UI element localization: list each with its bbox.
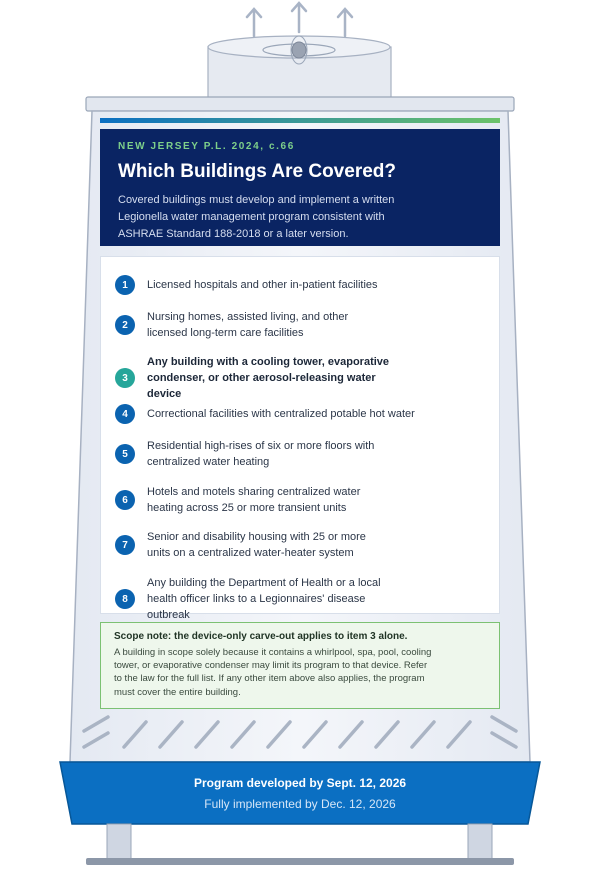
list-item-text: Nursing homes, assisted living, and other licensed long-term care facilities (147, 311, 349, 339)
list-item-text: Correctional facilities with centralized potable hot water (147, 408, 415, 420)
number-badge: 6 (115, 490, 135, 510)
number-badge: 2 (115, 315, 135, 335)
steam-arrow-icon (247, 3, 352, 36)
list-item-text: Senior and disability housing with 25 or more units on a centralized water-heater system (147, 531, 366, 559)
tower-cap (86, 97, 514, 111)
header-description: Covered buildings must develop and implement a written Legionella water management program consistent with ASHRAE Standard 188-2018 or a later version. (118, 194, 395, 240)
leg-right (468, 824, 492, 859)
number-badge: 4 (115, 404, 135, 424)
deadline-developed: Program developed by Sept. 12, 2026 (193, 776, 407, 790)
fan-housing (208, 36, 391, 99)
list-item-text: Any building the Department of Health or a local health officer links to a Legionnaires' disease outbreak (147, 577, 381, 621)
list-item (115, 575, 485, 623)
basin (60, 762, 540, 824)
scope-note-title: Scope note: the device-only carve-out applies to item 3 alone. (114, 631, 408, 642)
list-item-text: Hotels and motels sharing centralized water heating across 25 or more transient units (147, 486, 361, 514)
number-badge: 3 (115, 368, 135, 388)
scope-note-body: A building in scope solely because it contains a whirlpool, spa, pool, cooling tower, or evaporative condenser may limit its program to that device. Refer to the law for the full list. If any other item above also applies, the program must cover the entire building. (114, 647, 432, 698)
number-badge: 7 (115, 535, 135, 555)
scope-note (100, 622, 500, 709)
list-item (115, 404, 485, 424)
leg-left (107, 824, 131, 859)
list-item-text: Licensed hospitals and other in-patient facilities (147, 279, 378, 291)
accent-bar (100, 118, 500, 123)
page-title: Which Buildings Are Covered? (118, 161, 396, 182)
number-badge: 8 (115, 589, 135, 609)
list-item (115, 438, 485, 470)
ground-line (86, 858, 514, 865)
list-item-text: Residential high-rises of six or more floors with centralized water heating (147, 440, 375, 468)
list-item (115, 275, 485, 295)
number-badge: 5 (115, 444, 135, 464)
list-item (115, 529, 485, 561)
list-item-text: Any building with a cooling tower, evaporative condenser, or other aerosol-releasing water device (147, 356, 390, 400)
law-citation: NEW JERSEY P.L. 2024, c.66 (118, 141, 295, 152)
list-item-highlighted (115, 354, 485, 402)
list-item (115, 309, 485, 341)
deadline-implemented: Fully implemented by Dec. 12, 2026 (204, 797, 396, 811)
covered-buildings-list (100, 256, 500, 621)
number-badge: 1 (115, 275, 135, 295)
list-item (115, 484, 485, 516)
header-panel (100, 129, 500, 246)
